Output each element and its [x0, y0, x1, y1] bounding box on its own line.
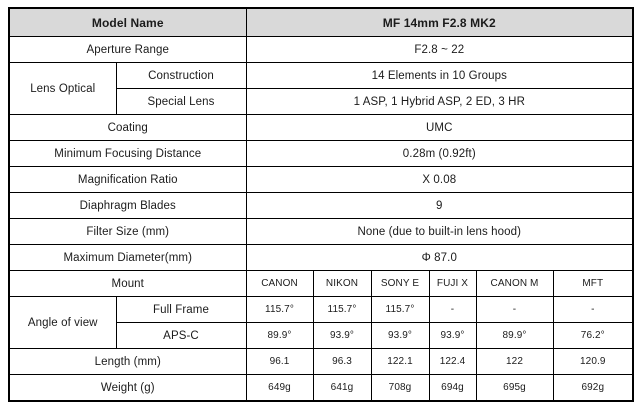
weight-value-fuji-x: 694g [429, 375, 476, 402]
length-value-canon-m: 122 [476, 349, 553, 375]
table-row [9, 63, 633, 89]
full-frame-value-sony-e: 115.7° [371, 297, 429, 323]
aps-c-value-canon: 89.9° [246, 323, 313, 349]
full-frame-value-fuji-x: - [429, 297, 476, 323]
maximum-diameter-label: Maximum Diameter(mm) [9, 245, 246, 271]
table-row [9, 271, 633, 297]
diaphragm-blades-value: 9 [246, 193, 633, 219]
aps-c-label: APS-C [116, 323, 246, 349]
mount-column-sony-e: SONY E [371, 271, 429, 297]
full-frame-value-canon: 115.7° [246, 297, 313, 323]
length-value-canon: 96.1 [246, 349, 313, 375]
model-name-label: Model Name [9, 8, 246, 37]
table-row [9, 167, 633, 193]
table-row [9, 193, 633, 219]
aps-c-value-canon-m: 89.9° [476, 323, 553, 349]
special-lens-value: 1 ASP, 1 Hybrid ASP, 2 ED, 3 HR [246, 89, 633, 115]
mount-column-fuji-x: FUJI X [429, 271, 476, 297]
length-value-sony-e: 122.1 [371, 349, 429, 375]
weight-value-canon-m: 695g [476, 375, 553, 402]
lens-optical-label: Lens Optical [9, 63, 116, 115]
mount-label: Mount [9, 271, 246, 297]
aps-c-value-sony-e: 93.9° [371, 323, 429, 349]
coating-value: UMC [246, 115, 633, 141]
mount-column-nikon: NIKON [313, 271, 371, 297]
construction-value: 14 Elements in 10 Groups [246, 63, 633, 89]
filter-size-label: Filter Size (mm) [9, 219, 246, 245]
filter-size-value: None (due to built-in lens hood) [246, 219, 633, 245]
magnification-ratio-label: Magnification Ratio [9, 167, 246, 193]
special-lens-label: Special Lens [116, 89, 246, 115]
magnification-ratio-value: X 0.08 [246, 167, 633, 193]
table-row [9, 115, 633, 141]
aps-c-value-mft: 76.2° [553, 323, 633, 349]
min-focusing-distance-value: 0.28m (0.92ft) [246, 141, 633, 167]
table-row [9, 297, 633, 323]
diaphragm-blades-label: Diaphragm Blades [9, 193, 246, 219]
weight-value-sony-e: 708g [371, 375, 429, 402]
mount-column-mft: MFT [553, 271, 633, 297]
length-label: Length (mm) [9, 349, 246, 375]
mount-column-canon-m: CANON M [476, 271, 553, 297]
aps-c-value-fuji-x: 93.9° [429, 323, 476, 349]
weight-label: Weight (g) [9, 375, 246, 402]
full-frame-value-mft: - [553, 297, 633, 323]
coating-label: Coating [9, 115, 246, 141]
length-value-mft: 120.9 [553, 349, 633, 375]
table-row [9, 349, 633, 375]
table-row [9, 8, 633, 37]
aperture-range-value: F2.8 ~ 22 [246, 37, 633, 63]
length-value-nikon: 96.3 [313, 349, 371, 375]
weight-value-nikon: 641g [313, 375, 371, 402]
weight-value-canon: 649g [246, 375, 313, 402]
full-frame-value-canon-m: - [476, 297, 553, 323]
full-frame-value-nikon: 115.7° [313, 297, 371, 323]
table-row [9, 245, 633, 271]
aperture-range-label: Aperture Range [9, 37, 246, 63]
table-row [9, 219, 633, 245]
mount-column-canon: CANON [246, 271, 313, 297]
table-row [9, 375, 633, 402]
construction-label: Construction [116, 63, 246, 89]
min-focusing-distance-label: Minimum Focusing Distance [9, 141, 246, 167]
weight-value-mft: 692g [553, 375, 633, 402]
table-row [9, 141, 633, 167]
model-name-value: MF 14mm F2.8 MK2 [246, 8, 633, 37]
angle-of-view-label: Angle of view [9, 297, 116, 349]
full-frame-label: Full Frame [116, 297, 246, 323]
length-value-fuji-x: 122.4 [429, 349, 476, 375]
lens-spec-table [8, 7, 634, 402]
table-row [9, 37, 633, 63]
maximum-diameter-value: Φ 87.0 [246, 245, 633, 271]
aps-c-value-nikon: 93.9° [313, 323, 371, 349]
